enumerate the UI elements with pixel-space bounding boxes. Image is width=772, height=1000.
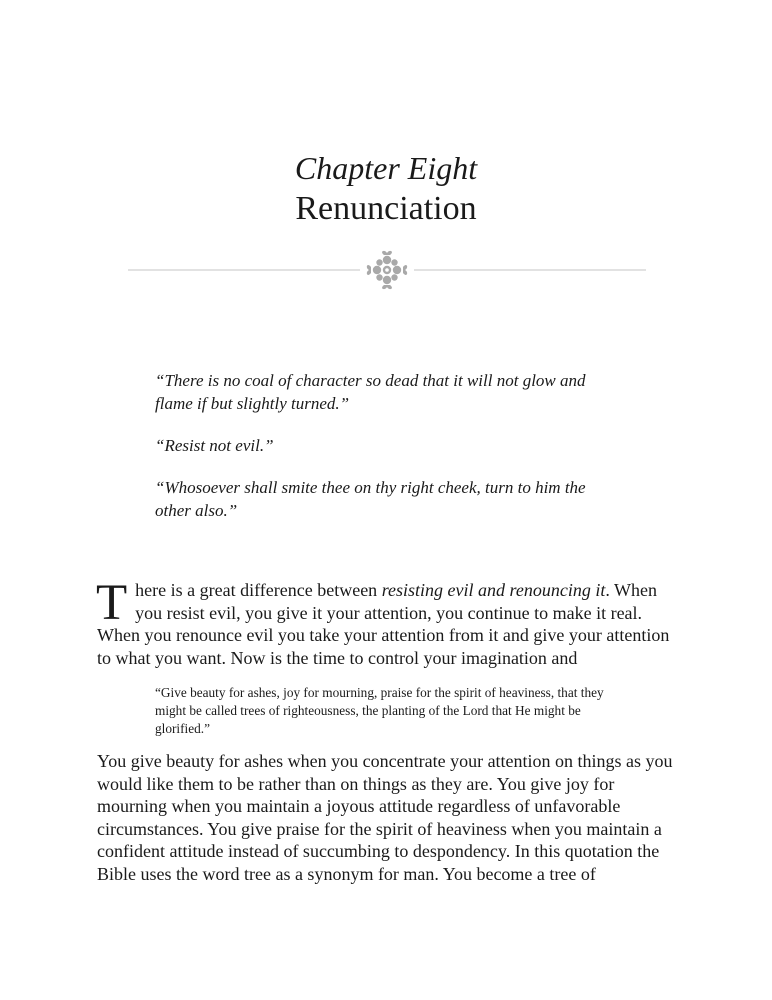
block-quote-text: “Give beauty for ashes, joy for mourning, praise for the spirit of heaviness, that they might be called trees of righteousness, the planting of the Lord that He might be glorified.”: [155, 685, 604, 736]
drop-cap: T: [96, 575, 128, 631]
epigraph-quote: “Whosoever shall smite thee on thy right cheek, turn to him the other also.”: [155, 478, 586, 520]
chapter-label: Chapter Eight: [294, 150, 478, 186]
chapter-divider: [128, 250, 646, 290]
epigraph-quote: “There is no coal of character so dead that it will not glow and flame if but slightly turned.”: [155, 371, 586, 413]
paragraph-text-start: here is a great difference between: [135, 580, 382, 600]
paragraph-text-end: . When you resist evil, you give it your attention, you continue to make it real. When you renounce evil you take your attention from it and give your attention to what you want. Now is the time to control your imagination and: [97, 580, 670, 668]
paragraph-text: You give beauty for ashes when you concentrate your attention on things as you would like them to be rather than on things as they are. You give joy for mourning when you maintain a joyous attitude regardless of unfavorable circumstances. You give praise for the spirit of heaviness when you maintain a confident attitude instead of succumbing to despondency. In this quotation the Bible uses the word tree as a synonym for man. You become a tree of: [97, 751, 673, 884]
body-paragraph-1: [96, 575, 675, 669]
body-paragraph-2: [97, 750, 675, 885]
epigraph-block: [155, 369, 615, 541]
emphasized-phrase: resisting evil and renouncing it: [381, 580, 606, 600]
paragraph-text: [96, 575, 675, 669]
chapter-title: Renunciation: [295, 190, 477, 227]
floral-ornament-icon: [367, 251, 407, 289]
epigraph-quote: “Resist not evil.”: [155, 436, 274, 455]
block-quote: [155, 684, 625, 738]
